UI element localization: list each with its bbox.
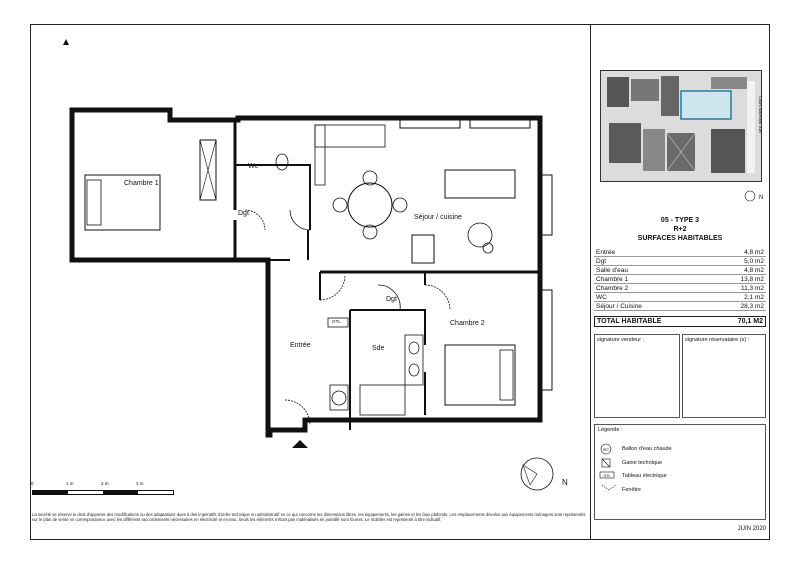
table-row: Chambre 2 11,3 m2 [596, 284, 764, 292]
table-row: WC 2,1 m2 [596, 293, 764, 301]
svg-text:BEC: BEC [602, 447, 610, 452]
total-value: 70,1 M2 [737, 318, 763, 325]
table-row: Séjour / Cuisine 28,3 m2 [596, 302, 764, 310]
legend-item-tableau: Tableau électrique [622, 473, 667, 479]
total-label: TOTAL HABITABLE [597, 318, 662, 325]
svg-text:GTL: GTL [603, 474, 611, 478]
keymap-street-label: Cours Maréchal Juin [758, 96, 763, 133]
scale-tick-3: 3 m [136, 481, 144, 486]
room-label-chambre2: Chambre 2 [450, 320, 485, 327]
room-label-dgt1: Dgt [238, 210, 249, 217]
date-label: JUIN 2020 [737, 526, 766, 532]
total-row [594, 316, 766, 327]
marker-icon [62, 38, 70, 46]
floor-plan [60, 100, 580, 460]
legend-item-ballon: Ballon d'eau chaude [622, 446, 672, 452]
signature-reserver-box: signature réservataire (s) : [682, 334, 766, 418]
room-label-sde: Sde [372, 345, 385, 352]
room-label-wc: Wc [248, 163, 259, 170]
room-label-entree: Entrée [290, 342, 311, 349]
legend-item-fenetre: Fenêtre [622, 487, 641, 493]
room-label-chambre1: Chambre 1 [124, 180, 159, 187]
scale-tick-2: 2 m [101, 481, 109, 486]
scale-bar [32, 490, 174, 495]
key-map [600, 70, 762, 182]
scale-tick-1: 1 m [66, 481, 74, 486]
compass-icon [518, 455, 558, 493]
window-icon [601, 484, 617, 492]
duct-icon [601, 458, 611, 468]
entry-arrow-icon [292, 440, 308, 448]
legend-item-gaine: Gaine technique [622, 460, 663, 466]
table-row: Entrée 4,8 m2 [596, 248, 764, 256]
table-row: Chambre 1 13,8 m2 [596, 275, 764, 283]
gtl-label: GTL [332, 319, 341, 324]
keymap-compass-icon [744, 190, 756, 202]
legend-title: Légende : [598, 427, 623, 433]
legend [594, 424, 766, 520]
water-heater-icon [600, 443, 612, 455]
surfaces-table [594, 248, 766, 311]
north-label: N [562, 478, 568, 487]
surfaces-title: SURFACES HABITABLES [637, 235, 723, 242]
disclaimer-text: La société se réserve le droit d'apporter des modifications ou des adaptations dues à des impératifs d'ordre technique ou administratif en ce qui concerne les dimensions libres, les équipements, les gaines et les faux plafonds. Les emplacements dévolus aux équipements ménagers sont représentés sur le plan de vente en correspondance avec les différents raccordements nécessaires en électricité et en eau. Seuls les éléments n'étant pas matérialisés en pointillé sont fournis. Le mobilier est représenté à titre indicatif. [32, 512, 586, 523]
scale-tick-0: 0 [31, 481, 34, 486]
table-row: Salle d'eau 4,8 m2 [596, 266, 764, 274]
unit-header [594, 216, 766, 243]
unit-type: 05 - TYPE 3 [660, 217, 700, 224]
table-row: Dgt 5,0 m2 [596, 257, 764, 265]
room-label-sejour: Séjour / cuisine [414, 214, 462, 221]
signature-vendor-box: signature vendeur : [594, 334, 680, 418]
keymap-north-label: N [759, 195, 764, 201]
electric-panel-icon [599, 471, 615, 479]
room-label-dgt2: Dgt [386, 296, 397, 303]
unit-floor: R+2 [673, 226, 687, 233]
